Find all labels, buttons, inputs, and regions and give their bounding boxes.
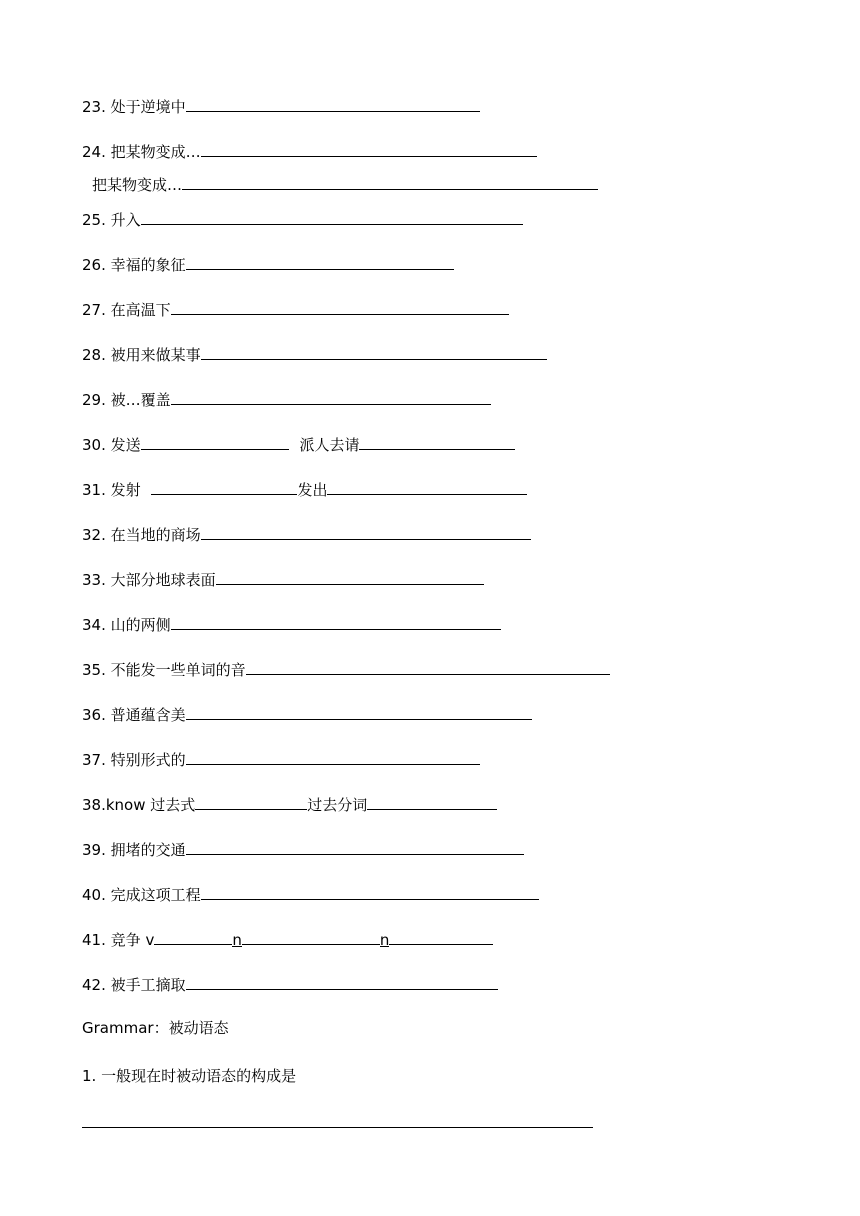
item-number: 41. xyxy=(82,931,106,949)
answer-blank[interactable] xyxy=(151,476,297,495)
grammar-title: 被动语态 xyxy=(168,1019,229,1037)
item-prompt: 升入 xyxy=(110,211,141,229)
noun-blank-second[interactable] xyxy=(389,926,493,945)
item-prompt: 把某物变成… xyxy=(110,143,201,161)
item-25 xyxy=(82,206,523,230)
answer-blank[interactable] xyxy=(186,251,454,270)
answer-blank[interactable] xyxy=(141,206,523,225)
item-38 xyxy=(82,791,497,815)
item-prompt: 发送 xyxy=(110,436,141,454)
item-number: 30. xyxy=(82,436,106,454)
item-prompt: 竞争 xyxy=(110,931,141,949)
item-34 xyxy=(82,611,501,635)
item-42 xyxy=(82,971,498,995)
item-prompt: 拥堵的交通 xyxy=(110,841,186,859)
item-number: 33. xyxy=(82,571,106,589)
answer-blank[interactable] xyxy=(195,791,307,810)
item-number: 38. xyxy=(82,796,106,814)
item-24-alt xyxy=(92,171,598,195)
item-number: 29. xyxy=(82,391,106,409)
item-number: 32. xyxy=(82,526,106,544)
item-number: 23. xyxy=(82,98,106,116)
item-prompt-second: 派人去请 xyxy=(299,436,360,454)
item-word: know xyxy=(105,796,146,814)
answer-blank[interactable] xyxy=(201,881,539,900)
answer-blank-second[interactable] xyxy=(359,431,515,450)
item-36 xyxy=(82,701,532,725)
noun-marker-second: n xyxy=(380,928,390,947)
answer-blank[interactable] xyxy=(201,341,547,360)
answer-blank-second[interactable] xyxy=(327,476,527,495)
item-prompt: 山的两侧 xyxy=(110,616,171,634)
answer-blank[interactable] xyxy=(246,656,610,675)
item-number: 40. xyxy=(82,886,106,904)
item-number: 31. xyxy=(82,481,106,499)
answer-blank[interactable] xyxy=(186,836,524,855)
noun-marker: n xyxy=(232,928,242,947)
item-prompt: 不能发一些单词的音 xyxy=(110,661,246,679)
verb-marker: v xyxy=(145,931,155,949)
item-number: 37. xyxy=(82,751,106,769)
item-28 xyxy=(82,341,547,365)
answer-blank[interactable] xyxy=(171,386,491,405)
item-prompt: 发射 xyxy=(110,481,141,499)
item-37 xyxy=(82,746,480,770)
item-prompt: 在当地的商场 xyxy=(110,526,201,544)
answer-blank[interactable] xyxy=(201,521,531,540)
item-23 xyxy=(82,93,480,117)
item-prompt: 幸福的象征 xyxy=(110,256,186,274)
answer-blank[interactable] xyxy=(186,93,480,112)
noun-blank[interactable] xyxy=(242,926,380,945)
item-30 xyxy=(82,431,515,455)
item-prompt: 特别形式的 xyxy=(110,751,186,769)
grammar-answer-line[interactable] xyxy=(82,1127,593,1128)
item-number: 24. xyxy=(82,143,106,161)
item-24 xyxy=(82,138,537,162)
answer-blank[interactable] xyxy=(201,138,537,157)
item-32 xyxy=(82,521,531,545)
grammar-question-1 xyxy=(82,1064,296,1088)
item-prompt-second: 发出 xyxy=(297,481,328,499)
item-prompt: 处于逆境中 xyxy=(110,98,186,116)
item-number: 34. xyxy=(82,616,106,634)
item-number: 25. xyxy=(82,211,106,229)
item-number: 35. xyxy=(82,661,106,679)
item-27 xyxy=(82,296,509,320)
verb-blank[interactable] xyxy=(154,926,232,945)
item-number: 39. xyxy=(82,841,106,859)
item-prompt: 把某物变成… xyxy=(92,176,183,194)
item-prompt: 被手工摘取 xyxy=(110,976,186,994)
item-prompt: 完成这项工程 xyxy=(110,886,201,904)
item-prompt: 大部分地球表面 xyxy=(110,571,216,589)
item-number: 36. xyxy=(82,706,106,724)
item-41 xyxy=(82,926,493,950)
answer-blank[interactable] xyxy=(186,701,532,720)
question-number: 1. xyxy=(82,1067,97,1085)
grammar-heading xyxy=(82,1016,229,1040)
item-prompt: 在高温下 xyxy=(110,301,171,319)
answer-blank[interactable] xyxy=(182,171,598,190)
item-number: 27. xyxy=(82,301,106,319)
item-prompt: 被用来做某事 xyxy=(110,346,201,364)
item-number: 26. xyxy=(82,256,106,274)
item-prompt: 被…覆盖 xyxy=(110,391,171,409)
answer-blank[interactable] xyxy=(186,971,498,990)
item-number: 28. xyxy=(82,346,106,364)
item-35 xyxy=(82,656,610,680)
question-prompt: 一般现在时被动语态的构成是 xyxy=(101,1067,297,1085)
item-prompt-second: 过去分词 xyxy=(307,796,368,814)
item-number: 42. xyxy=(82,976,106,994)
answer-blank[interactable] xyxy=(171,296,509,315)
item-29 xyxy=(82,386,491,410)
item-39 xyxy=(82,836,524,860)
item-40 xyxy=(82,881,539,905)
answer-blank[interactable] xyxy=(141,431,289,450)
item-26 xyxy=(82,251,454,275)
answer-blank[interactable] xyxy=(171,611,501,630)
item-31 xyxy=(82,476,527,500)
grammar-label: Grammar： xyxy=(82,1019,169,1037)
item-prompt: 普通蕴含美 xyxy=(110,706,186,724)
answer-blank-second[interactable] xyxy=(367,791,497,810)
answer-blank[interactable] xyxy=(186,746,480,765)
answer-blank[interactable] xyxy=(216,566,484,585)
item-prompt: 过去式 xyxy=(150,796,196,814)
item-33 xyxy=(82,566,484,590)
